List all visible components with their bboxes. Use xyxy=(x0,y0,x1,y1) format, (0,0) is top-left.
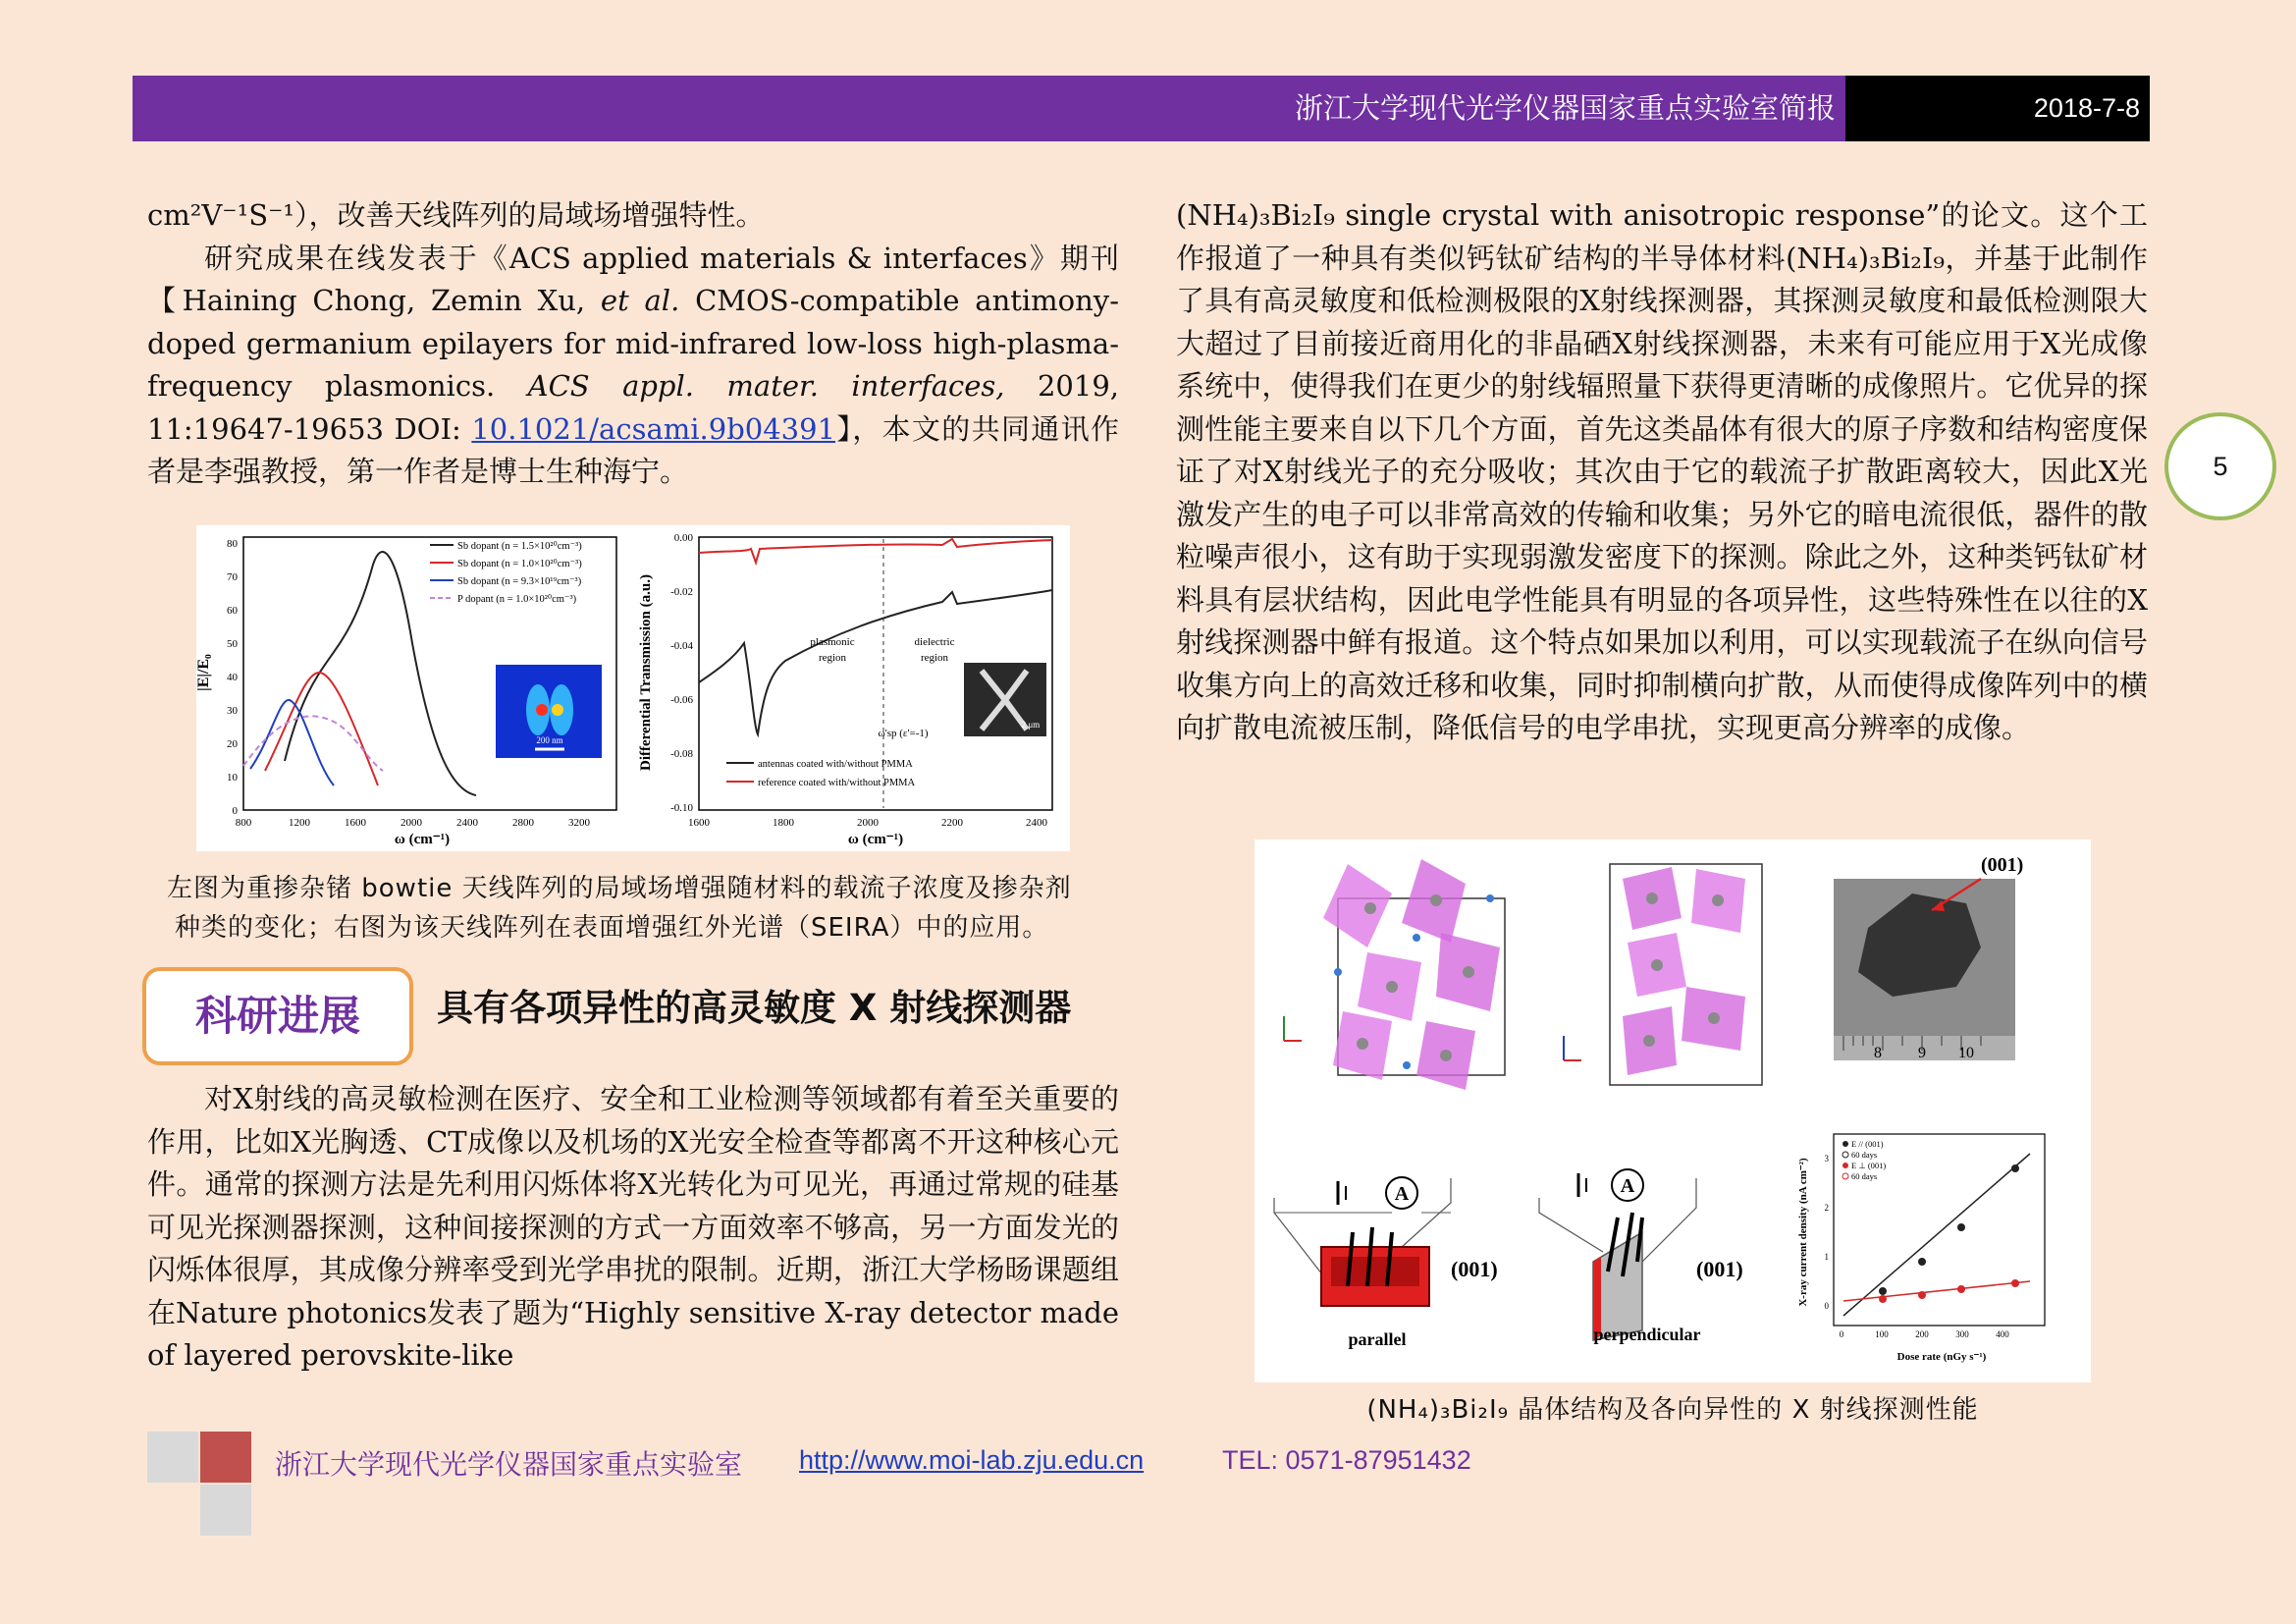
tick-label: 40 xyxy=(227,672,238,683)
crystal-structure-1 xyxy=(1284,859,1505,1090)
curve-sb-1.0e20 xyxy=(265,673,378,785)
tick-label: 1600 xyxy=(688,817,710,829)
tick-label: -0.08 xyxy=(670,748,693,760)
tick-label: 2000 xyxy=(400,817,422,829)
dose-rate-plot xyxy=(1797,1134,2045,1363)
page-number: 5 xyxy=(2164,412,2276,520)
legend-entry: E // (001) xyxy=(1851,1139,1884,1149)
paragraph xyxy=(147,238,1119,494)
legend-entry: E ⊥ (001) xyxy=(1851,1161,1887,1170)
left-bottom-text xyxy=(147,1078,1119,1378)
tick-label: 3200 xyxy=(568,817,590,829)
region-label: dielectric xyxy=(914,636,955,648)
tick-label: 800 xyxy=(235,817,252,829)
region-labels xyxy=(810,636,954,739)
ammeter-label: A xyxy=(1620,1175,1635,1197)
device-parallel xyxy=(1274,1177,1498,1349)
section-badge: 科研进展 xyxy=(194,992,360,1040)
region-label: plasmonic xyxy=(810,636,855,648)
figure2-caption: (NH₄)₃Bi₂I₉ 晶体结构及各向异性的 X 射线探测性能 xyxy=(1366,1395,1979,1425)
figure-xray-detector xyxy=(1255,839,2091,1382)
region-label: region xyxy=(818,652,847,664)
tick-label: -0.10 xyxy=(670,802,693,814)
journal-name: ACS appl. mater. interfaces, xyxy=(527,369,1005,403)
ruler-label: 10 xyxy=(1958,1045,1974,1061)
tick-label: 2400 xyxy=(1026,817,1047,829)
tick-label: 1200 xyxy=(289,817,310,829)
tick-label: -0.04 xyxy=(670,640,693,652)
right-ylabel: Differential Transmission (a.u.) xyxy=(638,573,654,772)
tick-label: 0 xyxy=(1824,1301,1829,1311)
legend-entry: P dopant (n = 1.0×10²⁰cm⁻³) xyxy=(457,594,577,605)
tick-label: 0 xyxy=(232,805,238,817)
device-face-label: (001) xyxy=(1451,1257,1498,1281)
plot-ylabel: X-ray current density (nA cm⁻²) xyxy=(1797,1158,1809,1307)
tick-label: 100 xyxy=(1875,1329,1889,1339)
tick-label: 20 xyxy=(227,738,238,750)
footer-square-gray xyxy=(147,1432,198,1483)
left-ylabel: |E|/E₀ xyxy=(196,654,212,691)
text-span: 】，本文的共同通讯作者是李强教授，第一作者是博士生种海宁。 xyxy=(147,411,1119,488)
tick-label: 10 xyxy=(227,772,238,784)
legend-entry: 60 days xyxy=(1851,1150,1878,1160)
header-date: 2018-7-8 xyxy=(2033,93,2140,123)
right-yticks xyxy=(670,532,693,814)
tick-label: 400 xyxy=(1996,1329,2009,1339)
text-line: cm²V⁻¹S⁻¹），改善天线阵列的局域场增强特性。 xyxy=(147,198,765,232)
right-xticks xyxy=(688,817,1048,829)
tick-label: 70 xyxy=(227,571,238,583)
right-text xyxy=(1176,194,2148,750)
footer-lab-name: 浙江大学现代光学仪器国家重点实验室 xyxy=(275,1448,743,1481)
device-perpendicular xyxy=(1539,1169,1743,1344)
caption-line: 种类的变化；右图为该天线阵列在表面增强红外光谱（SEIRA）中的应用。 xyxy=(175,913,1049,943)
text-span: et al. xyxy=(600,284,680,317)
left-xlabel: ω (cm⁻¹) xyxy=(394,832,451,847)
perpendicular-label: perpendicular xyxy=(1593,1325,1701,1344)
legend-entry: Sb dopant (n = 9.3×10¹⁹cm⁻³) xyxy=(457,576,582,587)
tick-label: 80 xyxy=(227,538,238,550)
tick-label: -0.02 xyxy=(670,586,693,598)
region-label: region xyxy=(920,652,949,664)
ammeter-label: A xyxy=(1394,1183,1410,1205)
legend-entry: antennas coated with/without PMMA xyxy=(758,759,913,770)
text-span: CMOS-compatible antimony-doped germanium epilayers for mid-infrared low-loss high-plasma-frequency plasmonics. xyxy=(147,284,1119,403)
right-legend xyxy=(726,759,915,788)
left-yticks xyxy=(227,538,239,817)
curve-sb-1.5e20 xyxy=(285,552,476,795)
tick-label: -0.06 xyxy=(670,694,693,706)
device-face-label: (001) xyxy=(1696,1257,1743,1281)
legend-entry: 60 days xyxy=(1851,1171,1878,1181)
tick-label: 1600 xyxy=(345,817,366,829)
inset-scale-label: 200 nm xyxy=(536,735,563,745)
footer-square-gray xyxy=(200,1485,251,1536)
caption-line: 左图为重掺杂锗 bowtie 天线阵列的局域场增强随材料的载流子浓度及掺杂剂 xyxy=(167,874,1072,903)
ruler-label: 9 xyxy=(1918,1045,1926,1061)
parallel-label: parallel xyxy=(1348,1329,1407,1349)
tick-label: 3 xyxy=(1824,1154,1829,1164)
tick-label: 30 xyxy=(227,705,238,717)
tick-label: 300 xyxy=(1955,1329,1969,1339)
tick-label: 1800 xyxy=(773,817,794,829)
tick-label: 2000 xyxy=(857,817,879,829)
paragraph: (NH₄)₃Bi₂I₉ single crystal with anisotropic response”的论文。这个工作报道了一种具有类似钙钛矿结构的半导体材料(NH₄)₃Bi₂I₉，并基于此制作了具有高灵敏度和低检测极限的X射线探测器，其探测灵敏度和最低检测限大大超过了目前接近商用化的非晶硒X射线探测器，未来有可能应用于X光成像系统中，使得我们在更少的射线辐照量下获得更清晰的成像照片。它优异的探测性能主要来自以下几个方面，首先这类晶体有很大的原子序数和结构密度保证了对X射线光子的充分吸收；其次由于它的载流子扩散距离较大，因此X光激发产生的电子可以非常高效的传输和收集；另外它的暗电流很低，器件的散粒噪声很小，这有助于实现弱激发密度下的探测。除此之外，这种类钙钛矿材料具有层状结构，因此电学性能具有明显的各项异性，这些特殊性在以往的X射线探测器中鲜有报道。这个特点如果加以利用，可以实现载流子在纵向信号收集方向上的高效迁移和收集，同时抑制横向扩散，从而使得成像阵列中的横向扩散电流被压制，降低信号的电学串扰，实现更高分辨率的成像。 xyxy=(1176,198,2148,744)
tick-label: 50 xyxy=(227,638,238,650)
figure-plasmonics xyxy=(196,525,1070,851)
tick-label: 0 xyxy=(1839,1329,1844,1339)
figure-xray-svg xyxy=(1255,839,2091,1382)
tick-label: 2 xyxy=(1824,1203,1829,1213)
tick-label: 200 xyxy=(1915,1329,1929,1339)
crystal-face-label: (001) xyxy=(1981,854,2024,876)
left-legend xyxy=(430,540,582,605)
figure-plasmonics-svg xyxy=(196,525,1070,851)
plot-xlabel: Dose rate (nGy s⁻¹) xyxy=(1896,1351,1987,1363)
tick-label: 2200 xyxy=(941,817,963,829)
tick-label: 1 xyxy=(1824,1252,1829,1262)
tick-label: 60 xyxy=(227,605,238,617)
inset-scale-label: 2 μm xyxy=(1021,720,1041,730)
plasma-frequency-label: ω'sp (ε'=-1) xyxy=(878,728,929,739)
text-span: 2019, 11:19647-19653 DOI: xyxy=(147,369,1119,446)
tick-label: 0.00 xyxy=(673,532,693,544)
text-span: 研究成果在线发表于《ACS applied materials & interfaces》期刊【Haining Chong, Zemin Xu, xyxy=(147,241,1119,317)
tick-label: 2400 xyxy=(456,817,478,829)
doi-link[interactable]: 10.1021/acsami.9b04391 xyxy=(471,411,836,446)
section-title: 具有各项异性的高灵敏度 X 射线探测器 xyxy=(437,987,1072,1029)
legend-entry: reference coated with/without PMMA xyxy=(758,778,916,788)
footer-square-red xyxy=(200,1432,251,1483)
left-top-text xyxy=(147,194,1119,494)
crystal-photo xyxy=(1834,854,2023,1061)
legend-entry: Sb dopant (n = 1.5×10²⁰cm⁻³) xyxy=(457,541,582,552)
tick-label: 2800 xyxy=(512,817,534,829)
footer-url-link[interactable]: http://www.moi-lab.zju.edu.cn xyxy=(799,1445,1145,1475)
header-title: 浙江大学现代光学仪器国家重点实验室简报 xyxy=(1294,91,1836,125)
footer-tel: TEL: 0571-87951432 xyxy=(1222,1445,1471,1475)
figure1-caption xyxy=(167,869,1109,947)
crystal-structure-2 xyxy=(1564,864,1762,1085)
ruler-label: 8 xyxy=(1874,1045,1882,1061)
curve-reference xyxy=(699,539,1052,563)
paragraph: 对X射线的高灵敏检测在医疗、安全和工业检测等领域都有着至关重要的作用，比如X光胸透、CT成像以及机场的X光安全检查等都离不开这种核心元件。通常的探测方法是先利用闪烁体将X光转化为可见光，再通过常规的硅基可见光探测器探测，这种间接探测的方式一方面效率不够高，另一方面发光的闪烁体很厚，其成像分辨率受到光学串扰的限制。近期，浙江大学杨旸课题组在Nature photonics发表了题为“Highly sensitive X-ray detector made of layered perovskite-like xyxy=(147,1082,1119,1372)
right-xlabel: ω (cm⁻¹) xyxy=(847,832,904,847)
legend-entry: Sb dopant (n = 1.0×10²⁰cm⁻³) xyxy=(457,559,582,569)
left-xticks xyxy=(236,817,591,829)
